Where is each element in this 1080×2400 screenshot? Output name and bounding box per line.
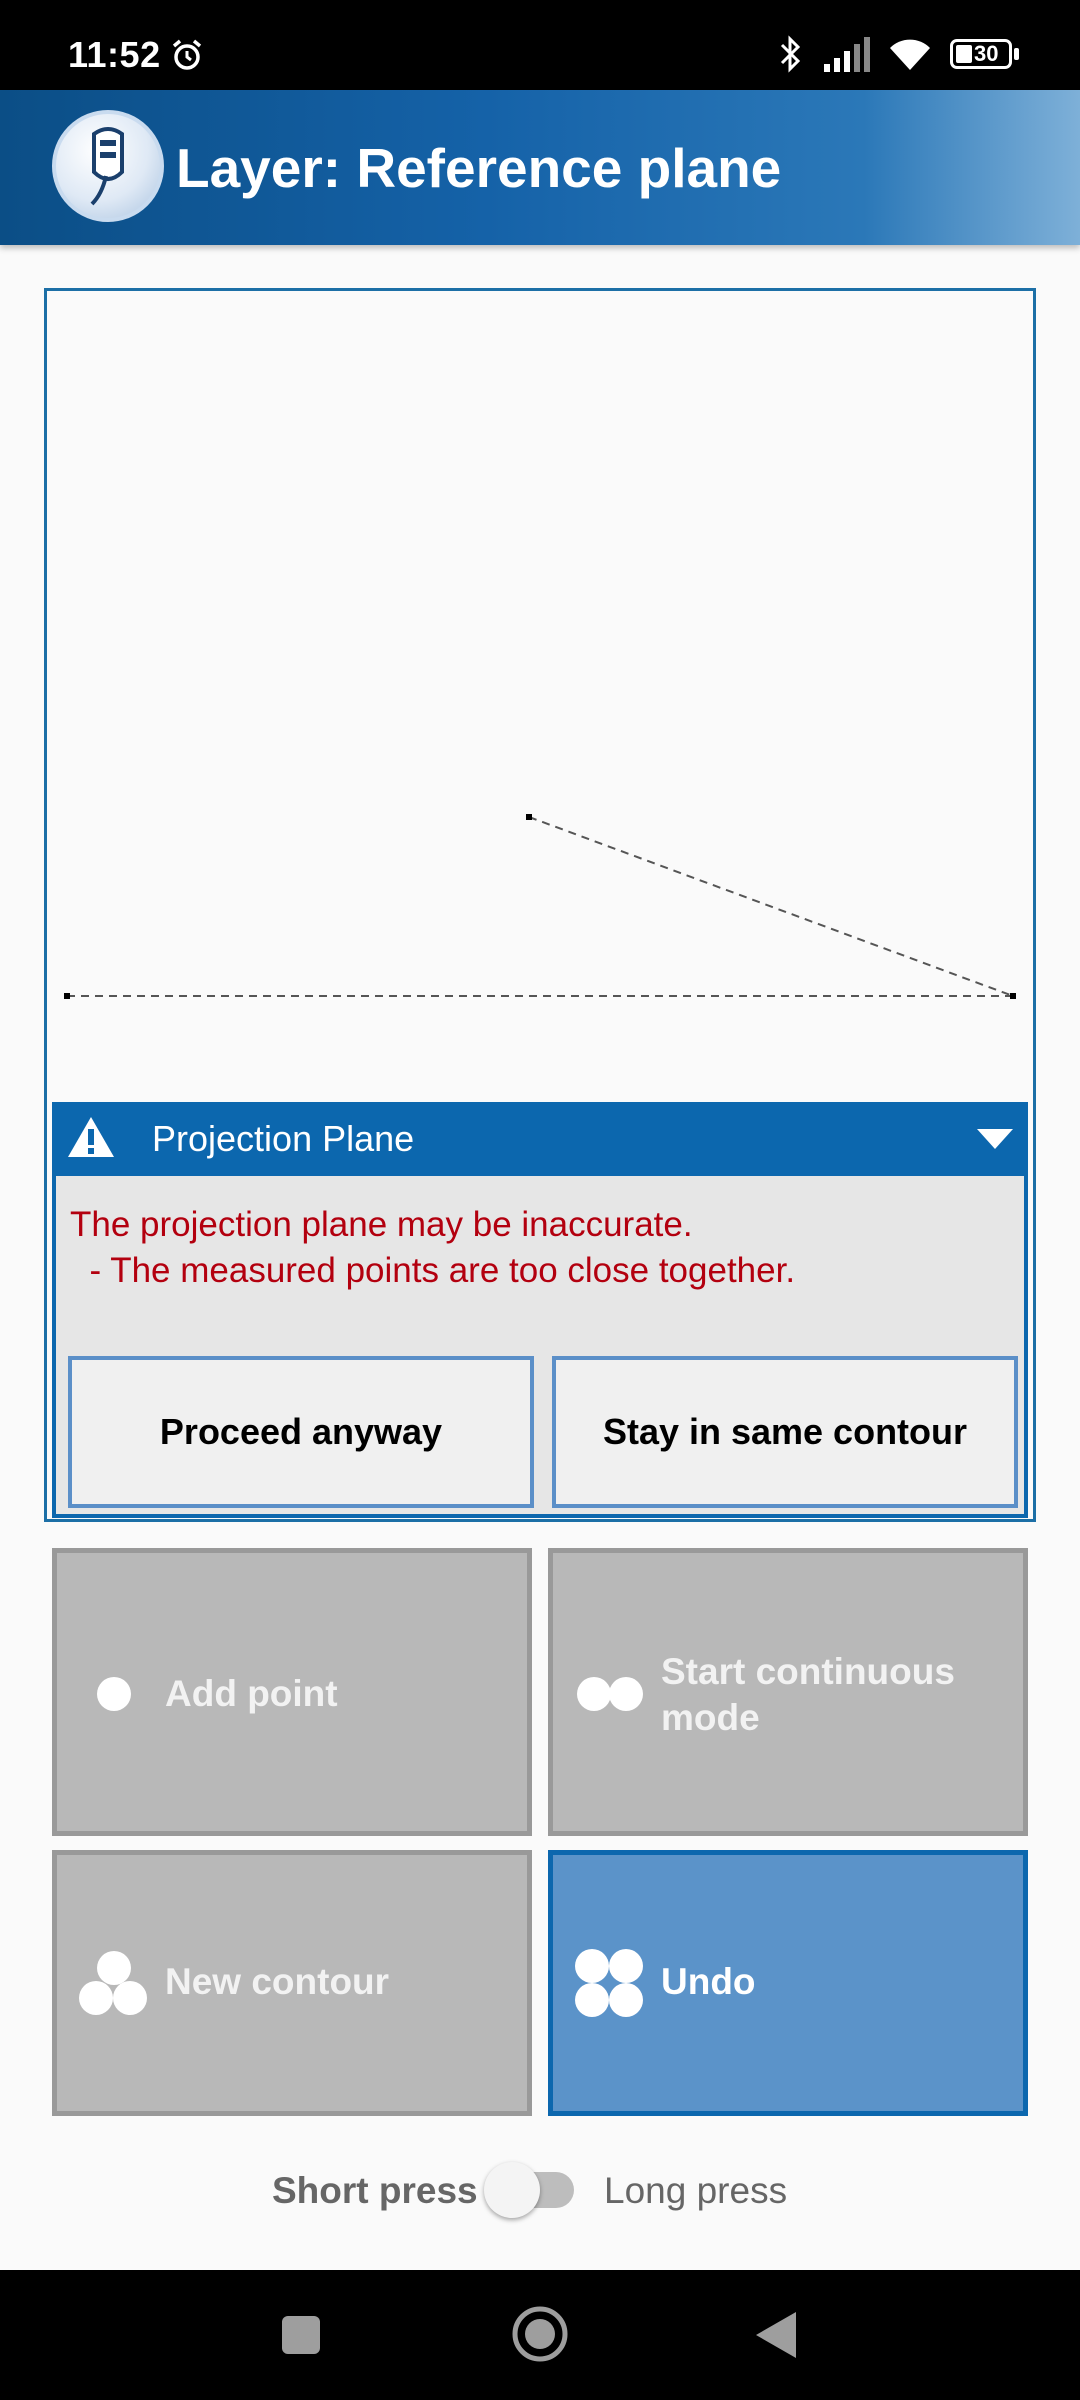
measured-point bbox=[1010, 993, 1016, 999]
long-press-label: Long press bbox=[604, 2170, 788, 2211]
press-mode-toggle-row bbox=[0, 2160, 1080, 2220]
dialog-title: Projection Plane bbox=[152, 1118, 415, 1159]
undo-button[interactable] bbox=[548, 1850, 1028, 2116]
page-title: Layer: Reference plane bbox=[176, 137, 782, 199]
battery-icon bbox=[950, 39, 1020, 69]
proceed-anyway-button[interactable]: Proceed anyway bbox=[68, 1356, 534, 1508]
single-dot-icon bbox=[97, 1677, 133, 1713]
app-bar bbox=[0, 90, 1080, 245]
start-continuous-label: Start continuous mode bbox=[661, 1651, 955, 1738]
status-time: 11:52 bbox=[68, 34, 161, 75]
measured-point bbox=[526, 814, 532, 820]
recents-icon[interactable] bbox=[280, 2314, 322, 2356]
signal-icon bbox=[822, 36, 870, 72]
start-continuous-mode-button[interactable] bbox=[548, 1548, 1028, 1836]
undo-label: Undo bbox=[661, 1961, 756, 2002]
slope-line bbox=[529, 817, 1013, 996]
app-logo-icon[interactable] bbox=[52, 110, 164, 222]
new-contour-button[interactable] bbox=[52, 1850, 532, 2116]
press-mode-switch-knob[interactable] bbox=[484, 2162, 540, 2218]
chevron-down-icon[interactable] bbox=[976, 1128, 1014, 1150]
wifi-icon bbox=[888, 36, 932, 72]
status-bar bbox=[0, 0, 1080, 90]
quad-dot-icon bbox=[575, 1949, 645, 2019]
dialog-message: The projection plane may be inaccurate. - The measured points are too close together. bbox=[70, 1205, 796, 1290]
alarm-icon bbox=[170, 38, 204, 72]
measured-point bbox=[64, 993, 70, 999]
short-press-label: Short press bbox=[272, 2170, 478, 2211]
warning-icon bbox=[66, 1114, 116, 1160]
navigation-bar bbox=[0, 2270, 1080, 2400]
stay-in-contour-button[interactable]: Stay in same contour bbox=[552, 1356, 1018, 1508]
new-contour-label: New contour bbox=[165, 1961, 390, 2002]
add-point-button[interactable] bbox=[52, 1548, 532, 1836]
add-point-label: Add point bbox=[165, 1673, 338, 1714]
triple-dot-icon bbox=[79, 1951, 149, 2017]
bluetooth-icon bbox=[778, 34, 804, 74]
home-icon[interactable] bbox=[510, 2304, 570, 2364]
back-icon[interactable] bbox=[754, 2310, 798, 2360]
battery-level: 30 bbox=[974, 41, 999, 66]
double-dot-icon bbox=[577, 1677, 647, 1713]
dialog-header[interactable] bbox=[52, 1102, 1028, 1176]
projection-plane-dialog bbox=[52, 1102, 1028, 1518]
